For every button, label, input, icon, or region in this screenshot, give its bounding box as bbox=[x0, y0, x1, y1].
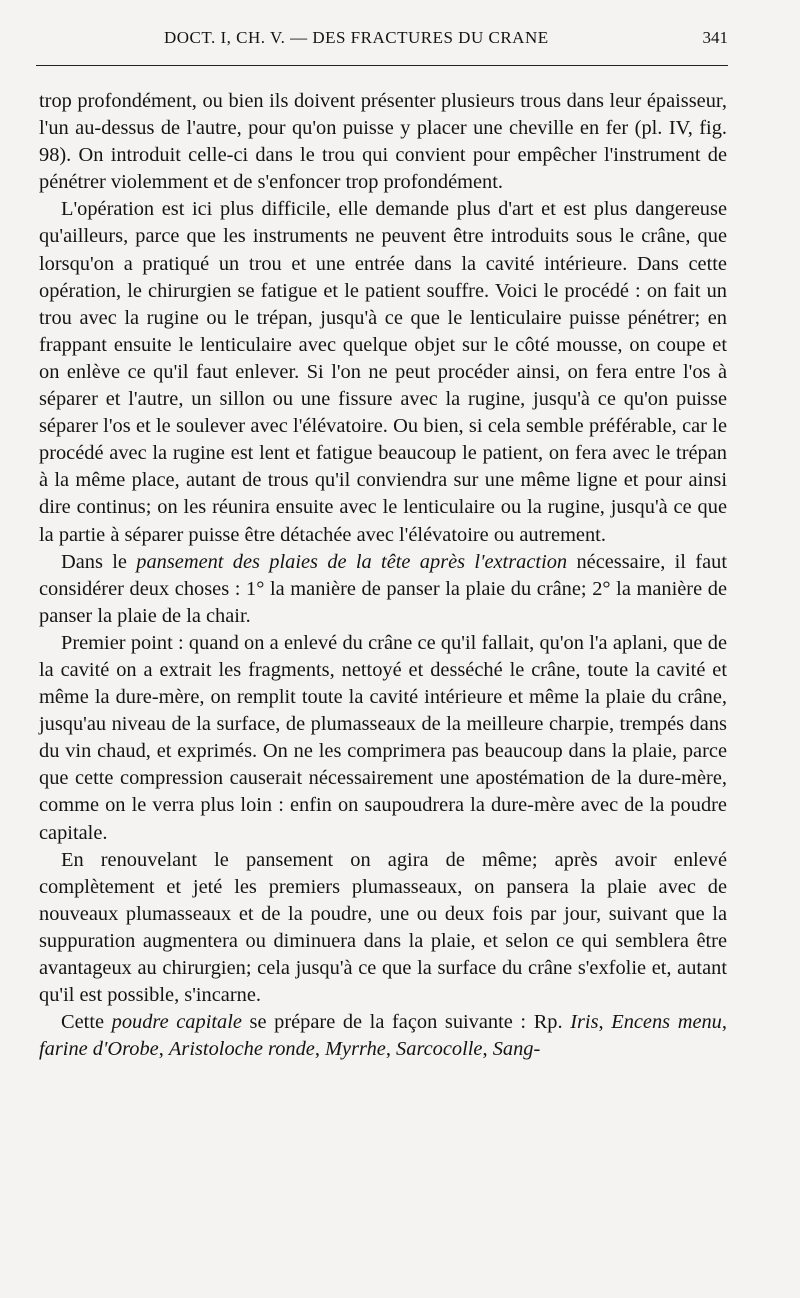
header-rule bbox=[36, 65, 728, 66]
p6-text-2: se prépare de la façon suivante : Rp. bbox=[241, 1011, 571, 1034]
p6-italic-3: Encens menu bbox=[611, 1011, 722, 1034]
paragraph-1: trop profondément, ou bien ils doivent présenter plusieurs trous dans leur épaisseur, l'un au-dessus de l'autre, pour qu'on puisse y placer une cheville en fer (pl. IV, fig. 98). On introduit celle-ci dans le trou qui convient pour empêcher l'instrument de pénétrer violemment et de s'enfoncer trop profondément. bbox=[39, 90, 727, 194]
p6-text-8: , bbox=[482, 1038, 493, 1061]
p6-text-3: , bbox=[598, 1011, 612, 1034]
p6-text-4: , bbox=[721, 1011, 727, 1034]
paragraph-3-italic: pansement des plaies de la tête après l'extraction bbox=[136, 550, 568, 573]
paragraph-3 bbox=[39, 549, 727, 630]
paragraph-3-text-b: nécessaire, il faut considérer deux choses : 1° la manière de panser la plaie du crâne; 2° la manière de panser la plaie de la chair. bbox=[39, 550, 727, 627]
page-header bbox=[36, 28, 728, 58]
p6-text-6: , bbox=[314, 1038, 326, 1061]
p6-text-1: Cette bbox=[61, 1011, 112, 1034]
p6-italic-6: Myrrhe bbox=[325, 1038, 386, 1061]
p6-italic-4: farine d'Orobe bbox=[39, 1038, 159, 1061]
paragraph-5: En renouvelant le pansement on agira de même; après avoir enlevé complètement et jeté les premiers plumasseaux, on pansera la plaie avec de nouveaux plumasseaux et de la poudre, une ou deux fois par jour, suivant que la suppuration augmentera ou diminuera dans la plaie, et selon ce qui semblera être avantageux au chirurgien; cela jusqu'à ce que la surface du crâne s'exfolie et, autant qu'il est possible, s'incarne. bbox=[39, 848, 727, 1007]
running-head: DOCT. I, CH. V. — DES FRACTURES DU CRANE bbox=[164, 28, 549, 47]
paragraph-2: L'opération est ici plus difficile, elle demande plus d'art et est plus dangereuse qu'ailleurs, parce que les instruments ne peuvent être introduits sous le crâne, que lorsqu'on a pratiqué un trou et une entrée dans la cavité intérieure. Dans cette opération, le chirurgien se fatigue et le patient souffre. Voici le procédé : on fait un trou avec la rugine ou le trépan, jusqu'à ce que le lenticulaire puisse pénétrer; en frappant ensuite le lenticulaire avec quelque objet sur le côté mousse, on coupe et on enlève ce qu'il faut enlever. Si l'on ne peut procéder ainsi, on fera entre l'os à séparer et l'autre, un sillon ou une fissure avec la rugine, jusqu'à ce qu'on puisse séparer l'os et le soulever avec l'élévatoire. Ou bien, si cela semble préférable, car le procédé avec la rugine est lent et fatigue beaucoup le patient, on fera avec le trépan à la même place, autant de trous qu'il conviendra sur une même ligne et pour ainsi dire continus; on les réunira ensuite avec le lenticulaire ou la rugine, jusqu'à ce que la partie à séparer puisse être détachée avec l'élévatoire ou autrement. bbox=[39, 198, 727, 546]
p6-italic-7: Sarcocolle bbox=[396, 1038, 483, 1061]
p6-italic-5: Aristoloche ronde bbox=[168, 1038, 315, 1061]
p6-italic-8: Sang- bbox=[492, 1038, 541, 1061]
paragraph-3-text-a: Dans le bbox=[61, 550, 137, 573]
body-text bbox=[39, 88, 727, 1063]
paragraph-6 bbox=[39, 1009, 727, 1063]
page-number: 341 bbox=[702, 28, 728, 47]
p6-italic-2: Iris bbox=[570, 1011, 599, 1034]
paragraph-4: Premier point : quand on a enlevé du crâne ce qu'il fallait, qu'on l'a aplani, que de la cavité on a extrait les fragments, nettoyé et desséché le crâne, toute la cavité et même la dure-mère, on remplit toute la cavité intérieure et même la plaie du crâne, jusqu'au niveau de la surface, de plumasseaux de la meilleure charpie, trempés dans du vin chaud, et exprimés. On ne les comprimera pas beaucoup dans la plaie, parce que cette compression causerait nécessairement une apostémation de la dure-mère, comme on le verra plus loin : enfin on saupoudrera la dure-mère avec de la poudre capitale. bbox=[39, 631, 727, 844]
p6-text-5: , bbox=[158, 1038, 169, 1061]
p6-text-7: , bbox=[385, 1038, 397, 1061]
p6-italic-1: poudre capitale bbox=[111, 1011, 242, 1034]
